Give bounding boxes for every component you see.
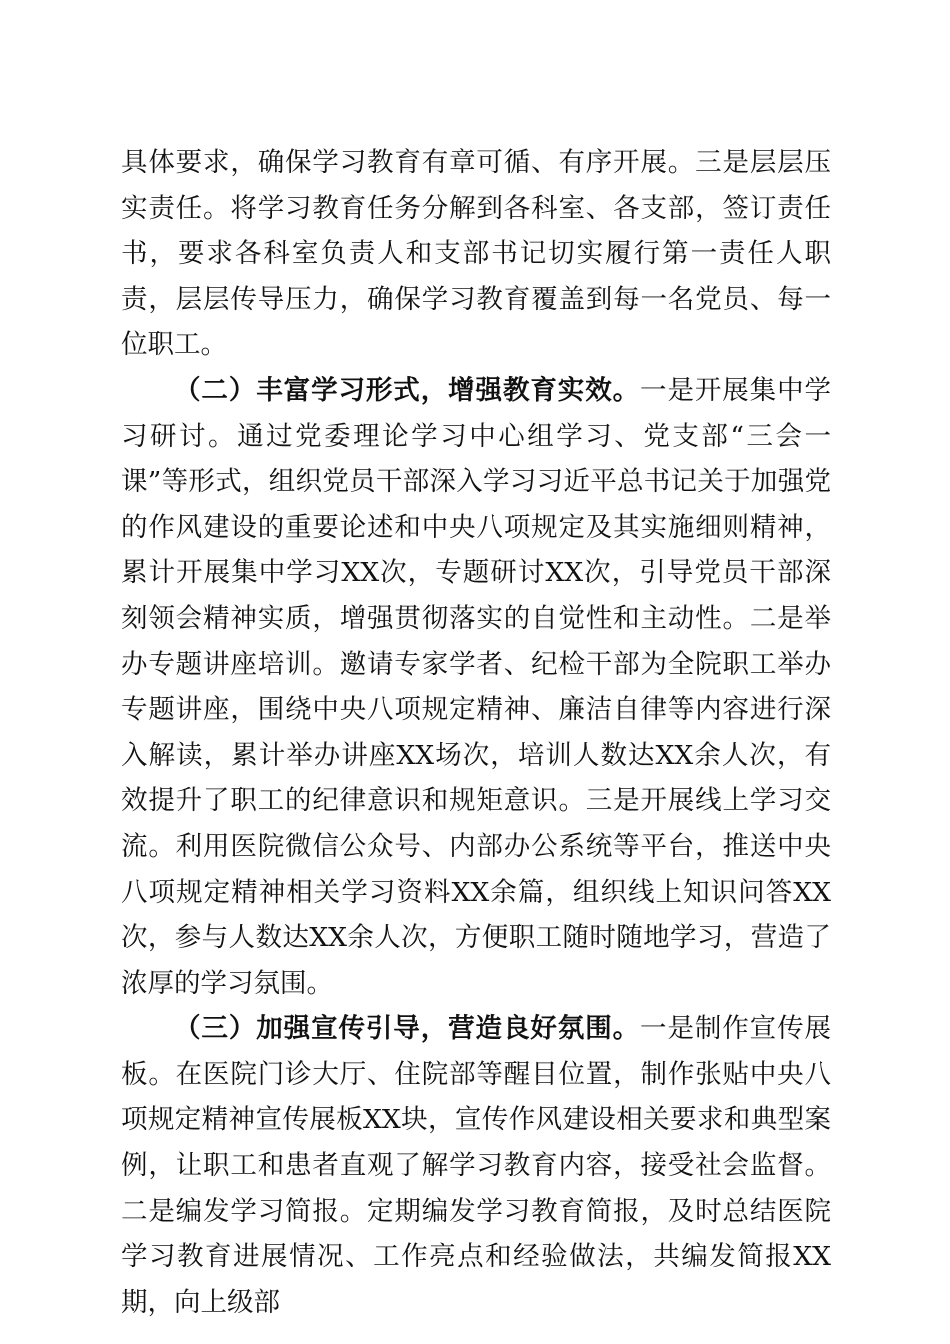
paragraph-body: 一是开展集中学习研讨。通过党委理论学习中心组学习、党支部“三会一课”等形式，组织党员干部深入学习习近平总书记关于加强党的作风建设的重要论述和中央八项规定及其实施细则精神，累计开展集中学习XX次，专题研讨XX次，引导党员干部深刻领会精神实质，增强贯彻落实的自觉性和主动性。二是举办专题讲座培训。邀请专家学者、纪检干部为全院职工举办专题讲座，围绕中央八项规定精神、廉洁自律等内容进行深入解读，累计举办讲座XX场次，培训人数达XX余人次，有效提升了职工的纪律意识和规矩意识。三是开展线上学习交流。利用医院微信公众号、内部办公系统等平台，推送中央八项规定精神相关学习资料XX余篇，组织线上知识问答XX次，参与人数达XX余人次，方便职工随时随地学习，营造了浓厚的学习氛围。 — [121, 374, 832, 999]
paragraph-continuation — [121, 140, 831, 368]
paragraph-body: 具体要求，确保学习教育有章可循、有序开展。三是层层压实责任。将学习教育任务分解到各科室、各支部，签订责任书，要求各科室负责人和支部书记切实履行第一责任人职责，层层传导压力，确保学习教育覆盖到每一名党员、每一位职工。 — [121, 147, 831, 361]
section-heading: （三）加强宣传引导，营造良好氛围。 — [174, 1013, 641, 1045]
paragraph-section-3 — [121, 1006, 831, 1325]
section-heading: （二）丰富学习形式，增强教育实效。 — [174, 374, 641, 406]
document-body — [121, 140, 831, 1325]
paragraph-section-2 — [121, 368, 831, 1006]
paragraph-body: 一是制作宣传展板。在医院门诊大厅、住院部等醒目位置，制作张贴中央八项规定精神宣传展板XX块，宣传作风建设相关要求和典型案例，让职工和患者直观了解学习教育内容，接受社会监督。二是编发学习简报。定期编发学习教育简报，及时总结医院学习教育进展情况、工作亮点和经验做法，共编发简报XX期，向上级部 — [121, 1013, 832, 1318]
